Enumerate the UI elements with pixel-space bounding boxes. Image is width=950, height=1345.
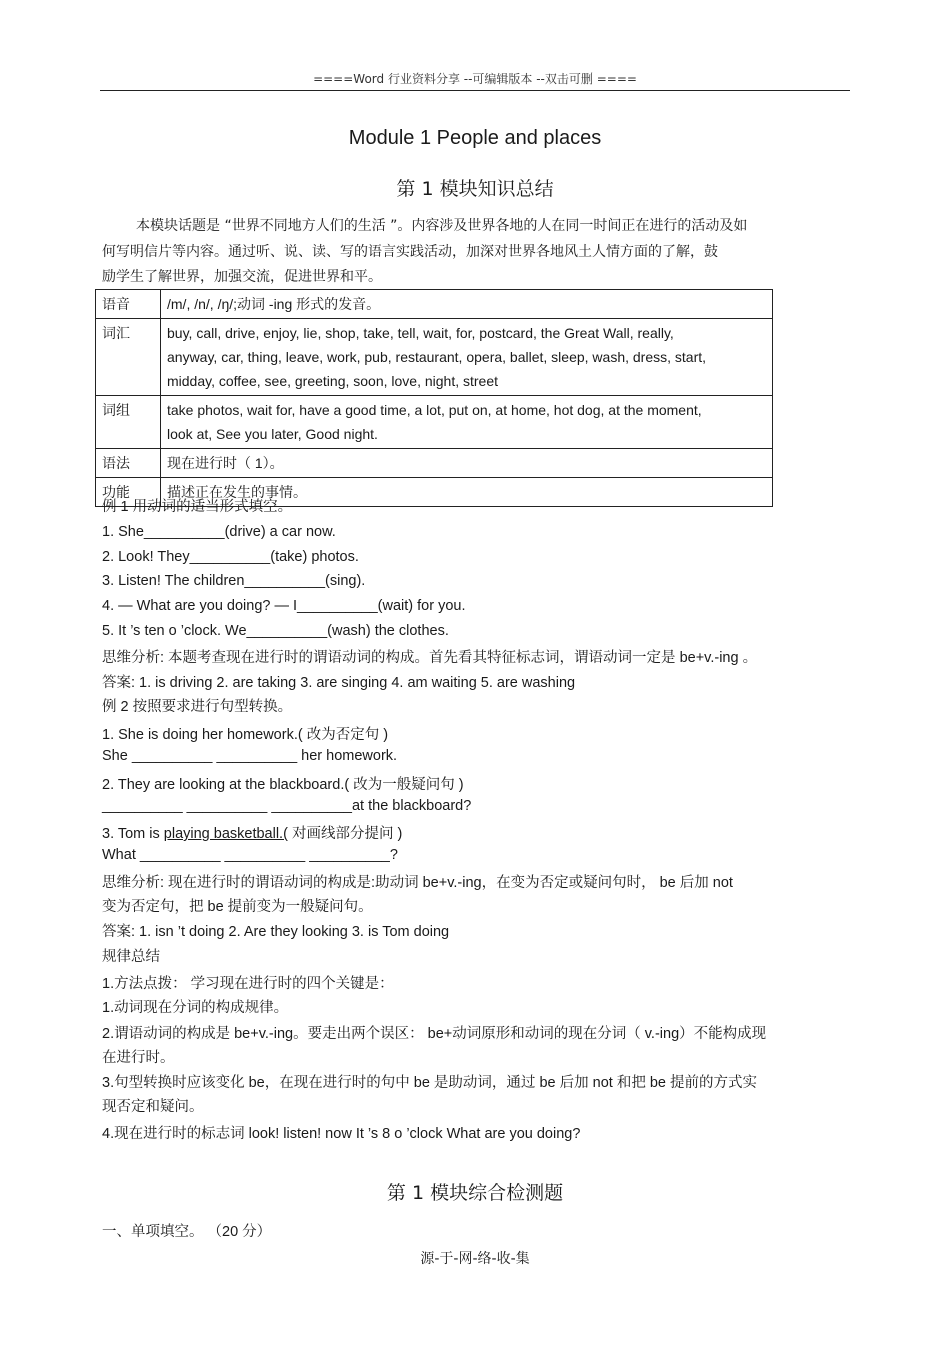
- row-key: 词汇: [96, 319, 161, 396]
- text-line: 规律总结: [102, 949, 160, 965]
- text-line: She __________ __________ her homework.: [102, 748, 398, 764]
- table-row: [96, 290, 773, 319]
- row-key: 词组: [96, 396, 161, 449]
- row-key: 语法: [96, 449, 161, 478]
- text-line: 1. She is doing her homework.( 改为否定句 ): [102, 727, 389, 743]
- text-line: 5. It ’s ten o ’clock. We__________(wash) the clothes.: [102, 623, 449, 639]
- text-line: 1. She__________(drive) a car now.: [102, 524, 336, 540]
- title-english: Module 1 People and places: [348, 127, 602, 149]
- underlined-phrase: playing basketball.(: [163, 826, 288, 842]
- row-content: 现在进行时（ 1）。: [161, 449, 773, 478]
- page-footer: 源-于-网-络-收-集: [420, 1251, 530, 1267]
- title-chinese: 第 1 模块知识总结: [396, 178, 554, 200]
- row-content: 描述正在发生的事情。: [161, 478, 773, 507]
- row-content: take photos, wait for, have a good time, a lot, put on, at home, hot dog, at the moment, look at, See you later, Good night.: [161, 396, 773, 449]
- table-row: [96, 449, 773, 478]
- text-line: 现否定和疑问。: [102, 1099, 204, 1115]
- text-line: 4. — What are you doing? — I__________(wait) for you.: [102, 598, 466, 614]
- text-line: 思维分析: 现在进行时的谓语动词的构成是:助动词 be+v.-ing，在变为否定或疑问句时， be 后加 not: [102, 875, 733, 891]
- intro-line-1: 本模块话题是 “世界不同地方人们的生活 ”。内容涉及世界各地的人在同一时间正在进行的活动及如: [136, 218, 748, 234]
- text-line: 答案: 1. isn ’t doing 2. Are they looking 3. is Tom doing: [102, 924, 450, 940]
- text-line: 例 2 按照要求进行句型转换。: [102, 699, 293, 715]
- text-line: 1.方法点拨： 学习现在进行时的四个关键是：: [102, 976, 394, 992]
- text-line: 2. They are looking at the blackboard.( 改为一般疑问句 ): [102, 777, 464, 793]
- header-rule: [100, 90, 850, 91]
- table-row: [96, 396, 773, 449]
- section-title-test: 第 1 模块综合检测题: [386, 1182, 564, 1204]
- knowledge-table: [95, 289, 773, 507]
- text-line: 2. Look! They__________(take) photos.: [102, 549, 359, 565]
- row-content: /m/, /n/, /ŋ/;动词 -ing 形式的发音。: [161, 290, 773, 319]
- text-line: 一、单项填空。 （20 分）: [102, 1224, 272, 1240]
- row-key: 功能: [96, 478, 161, 507]
- page-header: ====Word 行业资料分享 --可编辑版本 --双击可删 ====: [313, 72, 637, 86]
- text-line: 变为否定句，把 be 提前变为一般疑问句。: [102, 899, 373, 915]
- intro-line-3: 励学生了解世界，加强交流，促进世界和平。: [102, 269, 382, 285]
- text-line: 思维分析: 本题考查现在进行时的谓语动词的构成。首先看其特征标志词，谓语动词一定是 be+v.-ing 。: [102, 650, 758, 666]
- text-line: 2.谓语动词的构成是 be+v.-ing。要走出两个误区： be+动词原形和动词的现在分词（ v.-ing）不能构成现: [102, 1026, 767, 1042]
- text-line: 4.现在进行时的标志词 look! listen! now It ’s 8 o ’clock What are you doing?: [102, 1126, 581, 1142]
- text-line: __________ __________ __________at the blackboard?: [102, 798, 472, 814]
- text-line: 3. Listen! The children__________(sing).: [102, 573, 366, 589]
- text-line: 在进行时。: [102, 1050, 175, 1066]
- intro-line-2: 何写明信片等内容。通过听、说、读、写的语言实践活动，加深对世界各地风土人情方面的了解，鼓: [102, 244, 718, 260]
- text-line: 3.句型转换时应该变化 be，在现在进行时的句中 be 是助动词，通过 be 后加 not 和把 be 提前的方式实: [102, 1075, 758, 1091]
- row-content: buy, call, drive, enjoy, lie, shop, take, tell, wait, for, postcard, the Great Wall, really, anyway, car, thing, leave, work, pub, restaurant, opera, ballet, sleep, wash, dress, start, midday, coffee, see, greeting, soon, love, night, street: [161, 319, 773, 396]
- table-row: [96, 319, 773, 396]
- question-3-line: 3. Tom is playing basketball.( 对画线部分提问 ): [102, 826, 403, 842]
- text-line: 例 1 用动词的适当形式填空。: [102, 499, 293, 515]
- row-key: 语音: [96, 290, 161, 319]
- text-line: What __________ __________ __________?: [102, 847, 398, 863]
- text-line: 答案: 1. is driving 2. are taking 3. are singing 4. am waiting 5. are washing: [102, 675, 576, 691]
- text-line: 1.动词现在分词的构成规律。: [102, 1000, 289, 1016]
